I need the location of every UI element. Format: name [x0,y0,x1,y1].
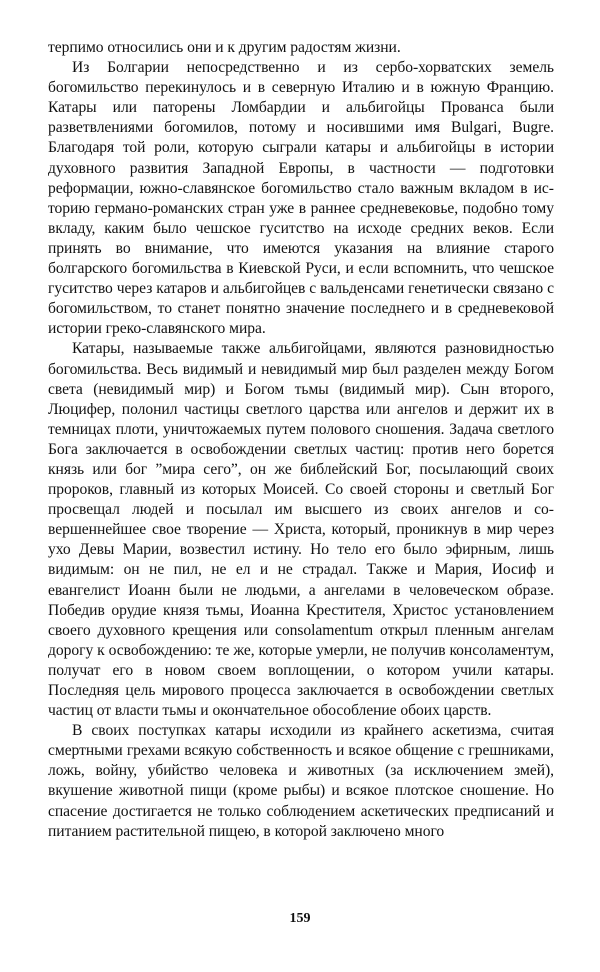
paragraph-3: Катары, называемые также альбигойцами, являются разновидностью богомильства. Весь видимый и невидимый мир был разделен между Богом света (невидимый мир) и Богом тьмы (видимый мир). Сын второго, Люцифер, полонил частицы светлого царства или ангелов и держит их в темницах плоти, уничтожаемых путем полового сношения. Задача светлого Бога заключается в освобождении светлых частиц: против него борется князь или бог ”мира сего”, он же библейский Бог, посылающий своих пророков, главный из которых Моисей. Со своей стороны и светлый Бог просвещал людей и посылал им высшего из своих ангелов и совершеннейшее свое творение — Христа, который, проникнув в мир через ухо Девы Марии, возвестил истину. Но тело его было эфирным, лишь видимым: он не пил, не ел и не страдал. Также и Мария, Иосиф и евангелист Иоанн были не людьми, а ангелами в человеческом образе. Победив орудие князя тьмы, Иоанна Крестителя, Христос установлением своего духовного крещения или consolamentum открыл пленным ангелам дорогу к освобождению: те же, которые умерли, не получив консоламентум, получат его в новом своем воплощении, о котором учили катары. Последняя цель мирового процесса заключается в освобождении светлых частиц от власти тьмы и окончательное обособление обоих царств. [48,340,554,720]
paragraph-4: В своих поступках катары исходили из крайнего аскетизма, считая смертными грехами всякую собственность и всякое общение с грешниками, ложь, войну, убийство человека и животных (за исключением змей), вкушение животной пищи (кроме рыбы) и всякое плотское сношение. Но спасение достигается не только соблюдением аскетических предписаний и питанием растительной пищею, в которой заключено много [48,722,554,840]
paragraph-1: терпимо относились они и к другим радостям жизни. [48,39,401,56]
paragraph-2: Из Болгарии непосредственно и из сербо-хорватских земель богомильство перекинулось и в северную Италию и в южную Францию. Катары или паторены Ломбардии и альбигойцы Прованса были разветвлениями богомилов, потому и носившими имя Bulgari, Bugre. Благодаря той роли, которую сыграли катары и альбигойцы в истории духовного развития Западной Европы, в частности — подготовки реформации, южно-славянское богомильство стало важным вкладом в историю германо-романских стран уже в раннее средневековье, подобно тому вкладу, каким было чешское гуситство на исходе средних веков. Если принять во внимание, что имеются указания на влияние старого болгарского богомильства в Киевской Руси, и если вспомнить, что чешское гуситство через катаров и альбигойцев с вальденсами генетически связано с богомильством, то станет понятно значение последнего и в средневековой истории греко-славянского мира. [48,59,554,338]
document-body [48,38,554,842]
page-number: 159 [289,911,311,926]
